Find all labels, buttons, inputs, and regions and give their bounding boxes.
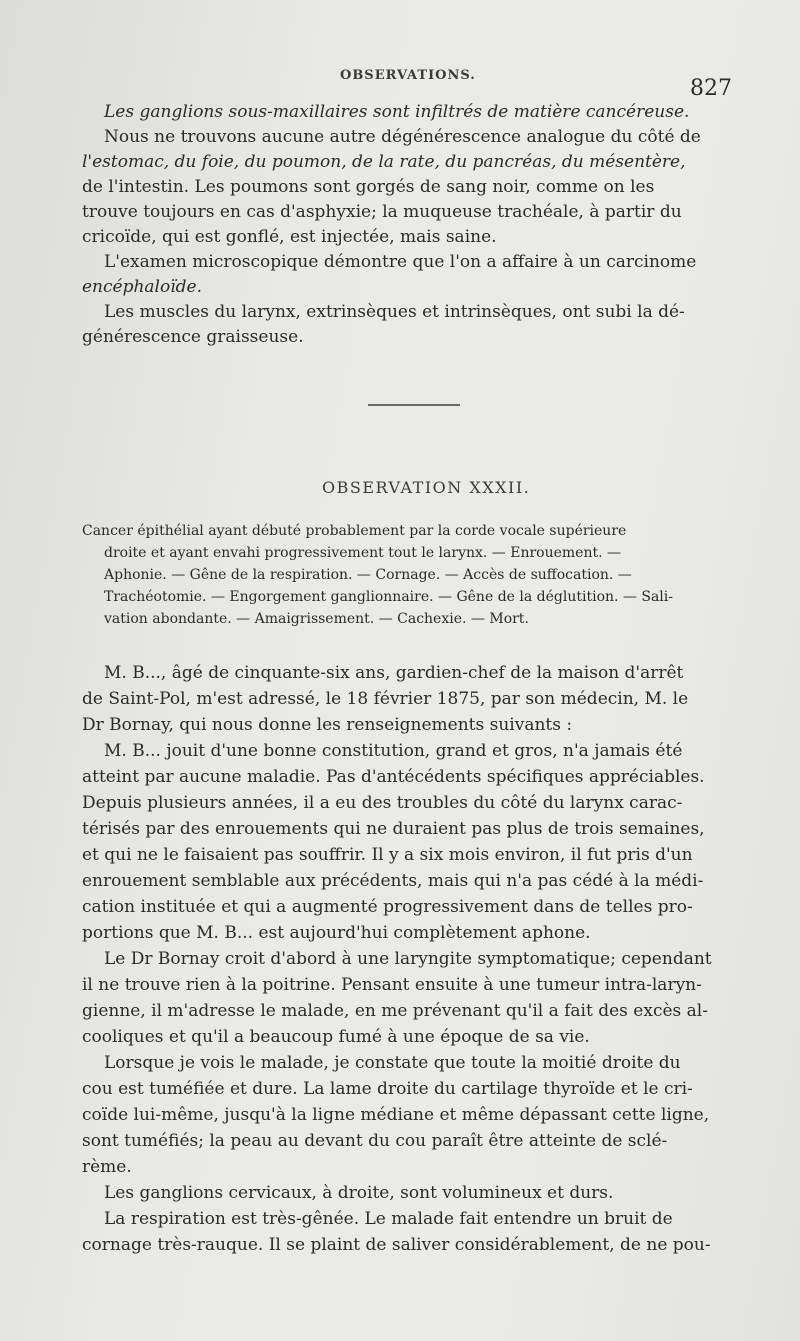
text-line: de l'intestin. Les poumons sont gorgés de sang noir, comme on les — [82, 177, 655, 197]
text-line: Dr Bornay, qui nous donne les renseignements suivants : — [82, 715, 573, 735]
text-line: enrouement semblable aux précédents, mais qui n'a pas cédé à la médi- — [82, 871, 704, 891]
text-line: atteint par aucune maladie. Pas d'antécédents spécifiques appréciables. — [82, 767, 705, 787]
text-line: rème. — [82, 1157, 132, 1177]
text-line: gienne, il m'adresse le malade, en me prévenant qu'il a fait des excès al- — [82, 1001, 708, 1021]
running-head: OBSERVATIONS. — [340, 68, 476, 83]
main-text-block — [82, 660, 730, 1258]
text-line: et qui ne le faisaient pas souffrir. Il y a six mois environ, il fut pris d'un — [82, 845, 693, 865]
text-line: sont tuméfiés; la peau au devant du cou paraît être atteinte de sclé- — [82, 1131, 668, 1151]
text-line: M. B... jouit d'une bonne constitution, grand et gros, n'a jamais été — [104, 741, 683, 761]
text-line: térisés par des enrouements qui ne duraient pas plus de trois semaines, — [82, 819, 705, 839]
top-text-block — [82, 100, 730, 350]
text-line: coïde lui-même, jusqu'à la ligne médiane et même dépassant cette ligne, — [82, 1105, 710, 1125]
observation-summary — [82, 520, 738, 630]
section-divider — [368, 404, 460, 406]
text-line: générescence graisseuse. — [82, 327, 304, 347]
summary-line: Trachéotomie. — Engorgement ganglionnaire. — Gêne de la déglutition. — Sali- — [104, 589, 673, 605]
text-line: Les ganglions sous-maxillaires sont infiltrés de matière cancéreuse. — [104, 102, 690, 122]
text-line: cricoïde, qui est gonflé, est injectée, mais saine. — [82, 227, 497, 247]
summary-line: vation abondante. — Amaigrissement. — Cachexie. — Mort. — [104, 611, 529, 627]
text-line: Le Dr Bornay croit d'abord à une laryngite symptomatique; cependant — [104, 949, 712, 969]
text-line: L'examen microscopique démontre que l'on a affaire à un carcinome — [104, 252, 697, 272]
text-line: Lorsque je vois le malade, je constate que toute la moitié droite du — [104, 1053, 681, 1073]
text-line: de Saint-Pol, m'est adressé, le 18 février 1875, par son médecin, M. le — [82, 689, 689, 709]
text-line: cornage très-rauque. Il se plaint de saliver considérablement, de ne pou- — [82, 1235, 711, 1255]
summary-line: droite et ayant envahi progressivement tout le larynx. — Enrouement. — — [104, 545, 622, 561]
text-line: Nous ne trouvons aucune autre dégénérescence analogue du côté de — [104, 127, 701, 147]
text-line: cou est tuméfiée et dure. La lame droite du cartilage thyroïde et le cri- — [82, 1079, 693, 1099]
text-line: La respiration est très-gênée. Le malade fait entendre un bruit de — [104, 1209, 673, 1229]
text-line: trouve toujours en cas d'asphyxie; la muqueuse trachéale, à partir du — [82, 202, 682, 222]
text-line: M. B..., âgé de cinquante-six ans, gardien-chef de la maison d'arrêt — [104, 663, 684, 683]
text-line: Les muscles du larynx, extrinsèques et intrinsèques, ont subi la dé- — [104, 302, 685, 322]
summary-line: Aphonie. — Gêne de la respiration. — Cornage. — Accès de suffocation. — — [104, 567, 632, 583]
text-line: portions que M. B... est aujourd'hui complètement aphone. — [82, 923, 591, 943]
observation-title: OBSERVATION XXXII. — [322, 478, 531, 497]
text-line: Les ganglions cervicaux, à droite, sont volumineux et durs. — [104, 1183, 614, 1203]
text-line: encéphaloïde. — [82, 277, 203, 297]
text-line: l'estomac, du foie, du poumon, de la rate, du pancréas, du mésentère, — [82, 152, 686, 172]
text-line: cooliques et qu'il a beaucoup fumé à une époque de sa vie. — [82, 1027, 590, 1047]
summary-line: Cancer épithélial ayant débuté probablement par la corde vocale supérieure — [82, 523, 627, 539]
page-number: 827 — [690, 76, 732, 101]
text-line: Depuis plusieurs années, il a eu des troubles du côté du larynx carac- — [82, 793, 683, 813]
text-line: il ne trouve rien à la poitrine. Pensant ensuite à une tumeur intra-laryn- — [82, 975, 702, 995]
text-line: cation instituée et qui a augmenté progressivement dans de telles pro- — [82, 897, 693, 917]
